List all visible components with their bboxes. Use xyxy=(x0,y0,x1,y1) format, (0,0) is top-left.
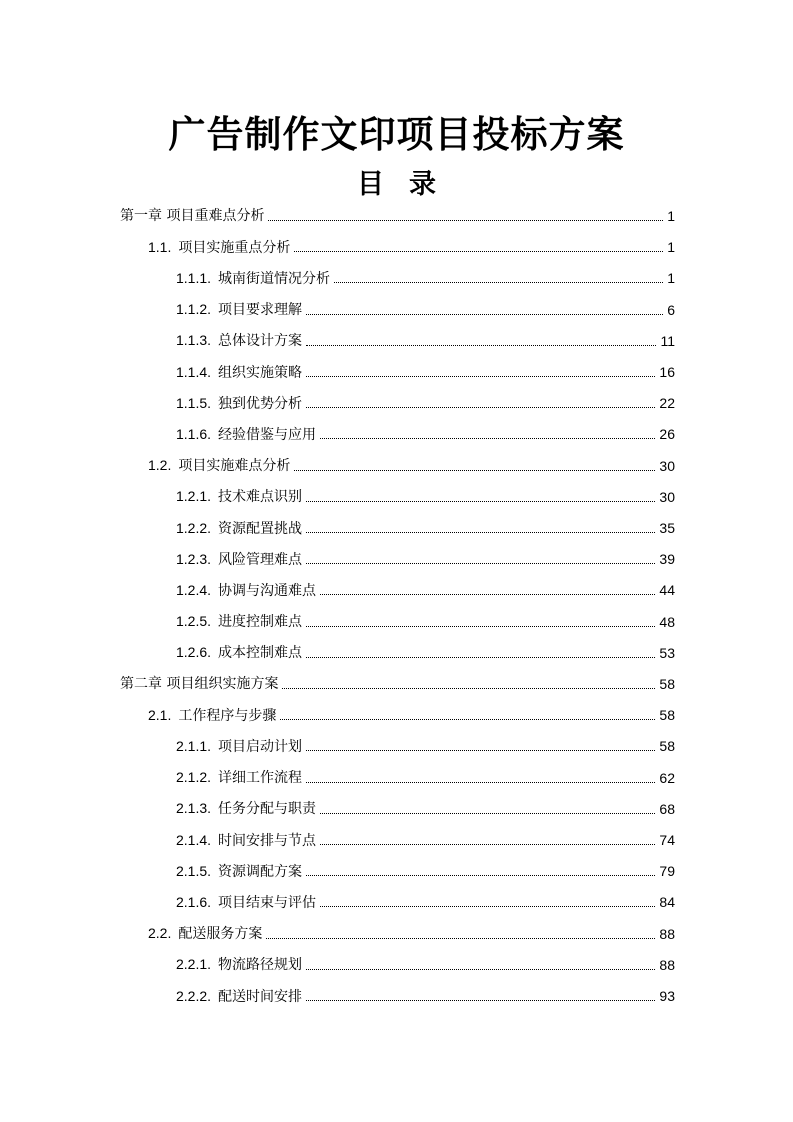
toc-entry-text: 项目实施重点分析 xyxy=(178,239,291,256)
toc-entry-text: 总体设计方案 xyxy=(218,333,303,350)
toc-entry-page: 22 xyxy=(659,395,675,412)
toc-entry-number: 2.1.2. xyxy=(176,769,212,786)
toc-entry-number: 2.1.6. xyxy=(176,893,212,910)
toc-leader-dots xyxy=(306,532,655,533)
toc-entry-page: 68 xyxy=(659,800,675,817)
toc-entry-page: 62 xyxy=(659,769,675,786)
toc-leader-dots xyxy=(320,438,655,439)
toc-leader-dots xyxy=(320,906,655,907)
toc-entry-label xyxy=(176,357,302,389)
toc-entry-page: 26 xyxy=(659,426,675,443)
toc-entry-text: 组织实施策略 xyxy=(218,364,303,381)
toc-entry-label xyxy=(176,825,316,857)
toc-entry-label xyxy=(148,232,290,264)
toc-entry-text: 详细工作流程 xyxy=(218,770,303,787)
toc-entry-label xyxy=(176,887,316,919)
toc-entry-label xyxy=(176,544,302,576)
toc-entry-number: 1.1.1. xyxy=(176,269,212,286)
toc-entry-page: 88 xyxy=(659,925,675,942)
toc-entry-page: 74 xyxy=(659,832,675,848)
toc-entry-number: 2.1. xyxy=(148,706,172,723)
toc-leader-dots xyxy=(306,657,655,658)
toc-entry-text: 资源配置挑战 xyxy=(218,520,303,537)
toc-leader-dots xyxy=(320,844,655,845)
toc-entry[interactable] xyxy=(176,731,675,762)
toc-entry-page: 30 xyxy=(659,488,675,505)
toc-entry[interactable] xyxy=(176,887,675,918)
toc-entry[interactable] xyxy=(176,295,675,326)
toc-entry-text: 项目实施难点分析 xyxy=(178,458,291,475)
toc-entry-label xyxy=(120,201,264,232)
toc-entry-label xyxy=(120,669,278,700)
toc-leader-dots xyxy=(306,782,655,783)
toc-entry[interactable] xyxy=(176,856,675,887)
toc-entry-label xyxy=(176,949,302,981)
toc-entry-text: 成本控制难点 xyxy=(218,645,303,662)
toc-entry[interactable] xyxy=(148,919,675,950)
toc-entry-page: 88 xyxy=(659,956,675,973)
toc-entry-text: 技术难点识别 xyxy=(218,489,303,506)
toc-entry-label xyxy=(176,731,302,763)
toc-leader-dots xyxy=(268,220,663,221)
toc-entry-page: 58 xyxy=(659,738,675,755)
toc-leader-dots xyxy=(306,501,655,502)
toc-entry-page: 1 xyxy=(667,270,675,287)
toc-entry[interactable] xyxy=(176,388,675,419)
toc-entry-text: 独到优势分析 xyxy=(218,395,303,412)
toc-entry-number: 2.2. xyxy=(148,925,172,942)
toc-entry-text: 项目结束与评估 xyxy=(218,894,317,911)
toc-entry-page: 58 xyxy=(659,676,675,692)
toc-entry-text: 城南街道情况分析 xyxy=(218,270,331,287)
toc-entry[interactable] xyxy=(176,763,675,794)
toc-leader-dots xyxy=(306,407,655,408)
toc-heading xyxy=(0,162,793,201)
toc-entry-label xyxy=(148,700,276,732)
toc-entry-number: 1.1.3. xyxy=(176,332,212,349)
toc-entry-label xyxy=(176,981,302,1013)
toc-entry-number: 1.2.6. xyxy=(176,644,212,661)
toc-entry-text: 配送服务方案 xyxy=(178,926,263,943)
toc-entry-page: 84 xyxy=(659,894,675,911)
toc-entry-page: 11 xyxy=(660,332,675,349)
toc-entry[interactable] xyxy=(176,482,675,513)
toc-entry-number: 1.2.2. xyxy=(176,519,212,536)
toc-entry-label xyxy=(176,294,302,326)
toc-entry-page: 35 xyxy=(659,520,675,536)
toc-entry[interactable] xyxy=(176,981,675,1012)
toc-entry-label xyxy=(176,481,302,513)
toc-leader-dots xyxy=(306,345,656,346)
toc-entry-text: 项目要求理解 xyxy=(218,302,303,319)
toc-entry-text: 配送时间安排 xyxy=(218,988,303,1005)
toc-entry-page: 1 xyxy=(667,239,675,256)
toc-entry-page: 44 xyxy=(659,582,675,599)
toc-entry-text: 物流路径规划 xyxy=(218,957,303,974)
toc-entry-page: 30 xyxy=(659,457,675,474)
toc-leader-dots xyxy=(294,470,655,471)
toc-entry[interactable] xyxy=(176,263,675,294)
toc-entry-number: 1.1.5. xyxy=(176,394,212,411)
toc-entry[interactable] xyxy=(176,513,675,544)
toc-entry-text: 第一章 项目重难点分析 xyxy=(120,208,265,224)
toc-entry-text: 协调与沟通难点 xyxy=(218,582,317,599)
toc-entry-label xyxy=(176,793,316,825)
toc-entry-number: 1.2.1. xyxy=(176,488,212,505)
toc-entry[interactable] xyxy=(148,451,675,482)
toc-entry-text: 资源调配方案 xyxy=(218,863,303,880)
toc-leader-dots xyxy=(306,563,655,564)
toc-leader-dots xyxy=(282,688,655,689)
toc-entry-page: 1 xyxy=(667,208,675,224)
toc-entry[interactable] xyxy=(176,326,675,357)
toc-heading-char: 目 xyxy=(357,169,384,200)
toc-entry-text: 风险管理难点 xyxy=(218,551,303,568)
toc-entry-text: 经验借鉴与应用 xyxy=(218,426,317,443)
toc-entry[interactable] xyxy=(176,607,675,638)
toc-entry[interactable] xyxy=(176,575,675,606)
toc-entry-number: 2.1.4. xyxy=(176,831,212,848)
toc-entry-text: 第二章 项目组织实施方案 xyxy=(120,676,279,692)
toc-leader-dots xyxy=(306,969,655,970)
toc-entry-label xyxy=(176,263,330,295)
toc-entry-label xyxy=(176,325,302,357)
toc-entry-text: 时间安排与节点 xyxy=(218,832,317,849)
toc-entry-page: 58 xyxy=(659,707,675,724)
toc-entry[interactable] xyxy=(176,950,675,981)
toc-entry-number: 1.1.6. xyxy=(176,425,212,442)
toc-leader-dots xyxy=(306,376,655,377)
toc-entry-number: 1.2. xyxy=(148,457,172,474)
toc-entry-number: 1.2.3. xyxy=(176,550,212,567)
toc-entry-number: 1.2.5. xyxy=(176,613,212,630)
document-title: 广告制作文印项目投标方案 xyxy=(168,113,625,156)
toc-entry-number: 1.1.4. xyxy=(176,363,212,380)
toc-entry[interactable] xyxy=(120,201,675,232)
toc-leader-dots xyxy=(306,626,655,627)
toc-heading-char: 录 xyxy=(409,169,436,200)
toc-entry-text: 工作程序与步骤 xyxy=(178,707,277,724)
toc-entry-label xyxy=(176,637,302,669)
toc-leader-dots xyxy=(306,314,663,315)
toc-entry[interactable] xyxy=(176,544,675,575)
toc-entry-label xyxy=(176,606,302,638)
toc-entry-label xyxy=(148,918,262,950)
toc-leader-dots xyxy=(334,282,663,283)
toc-leader-dots xyxy=(306,750,655,751)
toc-entry-number: 2.1.3. xyxy=(176,800,212,817)
toc-entry-text: 任务分配与职责 xyxy=(218,801,317,818)
toc-entry-label xyxy=(176,856,302,888)
toc-entry-label xyxy=(176,388,302,420)
toc-entry-number: 2.1.1. xyxy=(176,737,212,754)
toc-entry[interactable] xyxy=(148,700,675,731)
toc-entry-page: 48 xyxy=(659,613,675,630)
toc-entry[interactable] xyxy=(176,419,675,450)
toc-entry-number: 1.2.4. xyxy=(176,581,212,598)
toc-leader-dots xyxy=(280,719,655,720)
toc-entry[interactable] xyxy=(176,357,675,388)
toc-entry[interactable] xyxy=(148,232,675,263)
toc-entry-number: 2.2.1. xyxy=(176,956,212,973)
toc-entry-number: 2.1.5. xyxy=(176,862,212,879)
toc-entry-label xyxy=(148,450,290,482)
toc-entry-number: 1.1. xyxy=(148,238,172,255)
toc-entry[interactable] xyxy=(176,794,675,825)
toc-entry-label xyxy=(176,513,302,545)
toc-leader-dots xyxy=(294,251,663,252)
toc-leader-dots xyxy=(306,1000,655,1001)
toc-entry-label xyxy=(176,762,302,794)
toc-leader-dots xyxy=(320,594,655,595)
toc-entry-label xyxy=(176,419,316,451)
toc-entry[interactable] xyxy=(176,825,675,856)
toc-entry-text: 项目启动计划 xyxy=(218,738,303,755)
toc-leader-dots xyxy=(306,875,655,876)
toc-entry-number: 2.2.2. xyxy=(176,987,212,1004)
toc-entry-text: 进度控制难点 xyxy=(218,614,303,631)
toc-entry-page: 53 xyxy=(659,644,675,661)
toc-entry-page: 6 xyxy=(667,301,675,318)
toc-leader-dots xyxy=(320,813,655,814)
toc-entry-page: 79 xyxy=(659,863,675,880)
toc-entry-number: 1.1.2. xyxy=(176,301,212,318)
toc-entry-page: 16 xyxy=(659,364,675,380)
toc-leader-dots xyxy=(266,938,655,939)
toc-entry-page: 39 xyxy=(659,551,675,568)
toc-entry-label xyxy=(176,575,316,607)
toc-entry[interactable] xyxy=(120,669,675,700)
toc-entry-page: 93 xyxy=(659,988,675,1004)
toc-entry[interactable] xyxy=(176,638,675,669)
